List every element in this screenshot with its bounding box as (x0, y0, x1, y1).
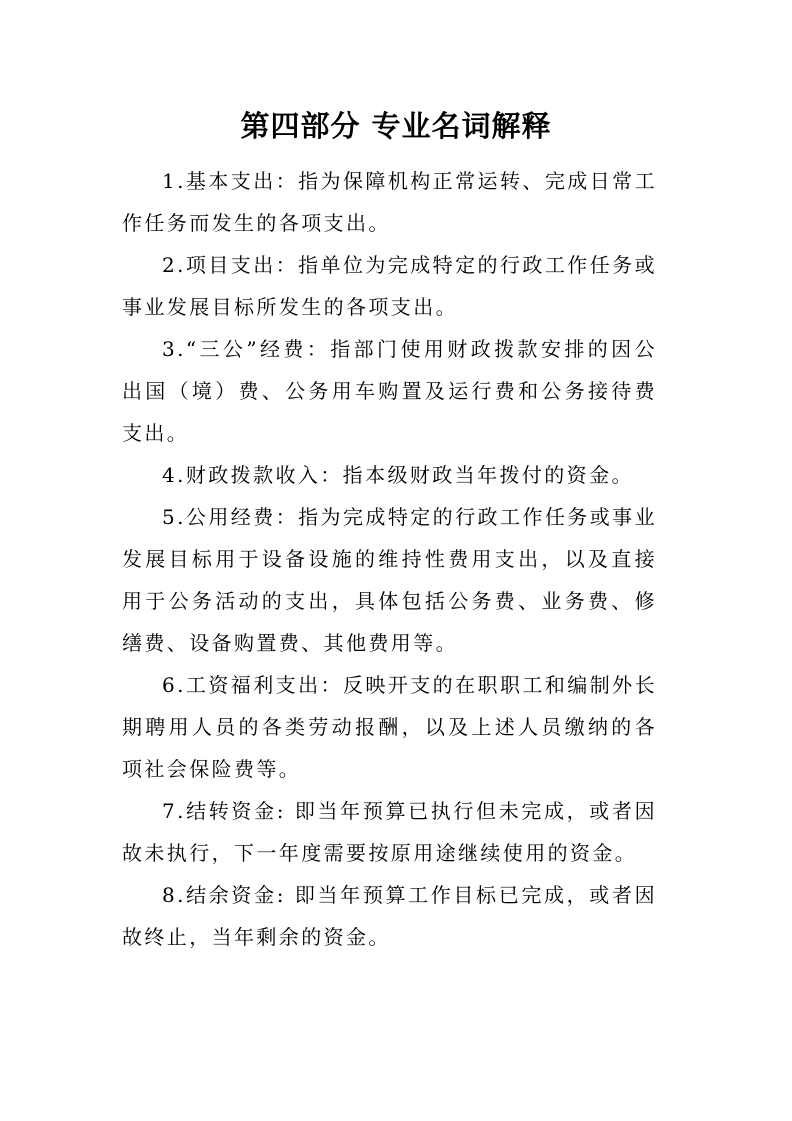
term-list (122, 160, 657, 958)
term-paragraph-basic-expenditure: 1.基本支出：指为保障机构正常运转、完成日常工作任务而发生的各项支出。 (122, 169, 657, 235)
term-paragraph-three-public-expenses: 3.“三公”经费：指部门使用财政拨款安排的因公出国（境）费、公务用车购置及运行费和公务接待费支出。 (122, 337, 657, 445)
term-paragraph-surplus-funds: 8.结余资金: 即当年预算工作目标已完成，或者因故终止，当年剩余的资金。 (122, 883, 657, 949)
page-title: 第四部分 专业名词解释 (240, 109, 552, 143)
term-paragraph-wages-welfare: 6.工资福利支出：反映开支的在职职工和编制外长期聘用人员的各类劳动报酬，以及上述人员缴纳的各项社会保险费等。 (122, 673, 657, 781)
term-paragraph-public-funds: 5.公用经费：指为完成特定的行政工作任务或事业发展目标用于设备设施的维持性费用支出，以及直接用于公务活动的支出，具体包括公务费、业务费、修缮费、设备购置费、其他费用等。 (122, 505, 657, 655)
term-paragraph-carryover-funds: 7.结转资金: 即当年预算已执行但未完成，或者因故未执行，下一年度需要按原用途继续使用的资金。 (122, 799, 657, 865)
term-paragraph-fiscal-allocation-income: 4.财政拨款收入：指本级财政当年拨付的资金。 (162, 463, 634, 487)
term-paragraph-project-expenditure: 2.项目支出：指单位为完成特定的行政工作任务或事业发展目标所发生的各项支出。 (122, 253, 657, 319)
